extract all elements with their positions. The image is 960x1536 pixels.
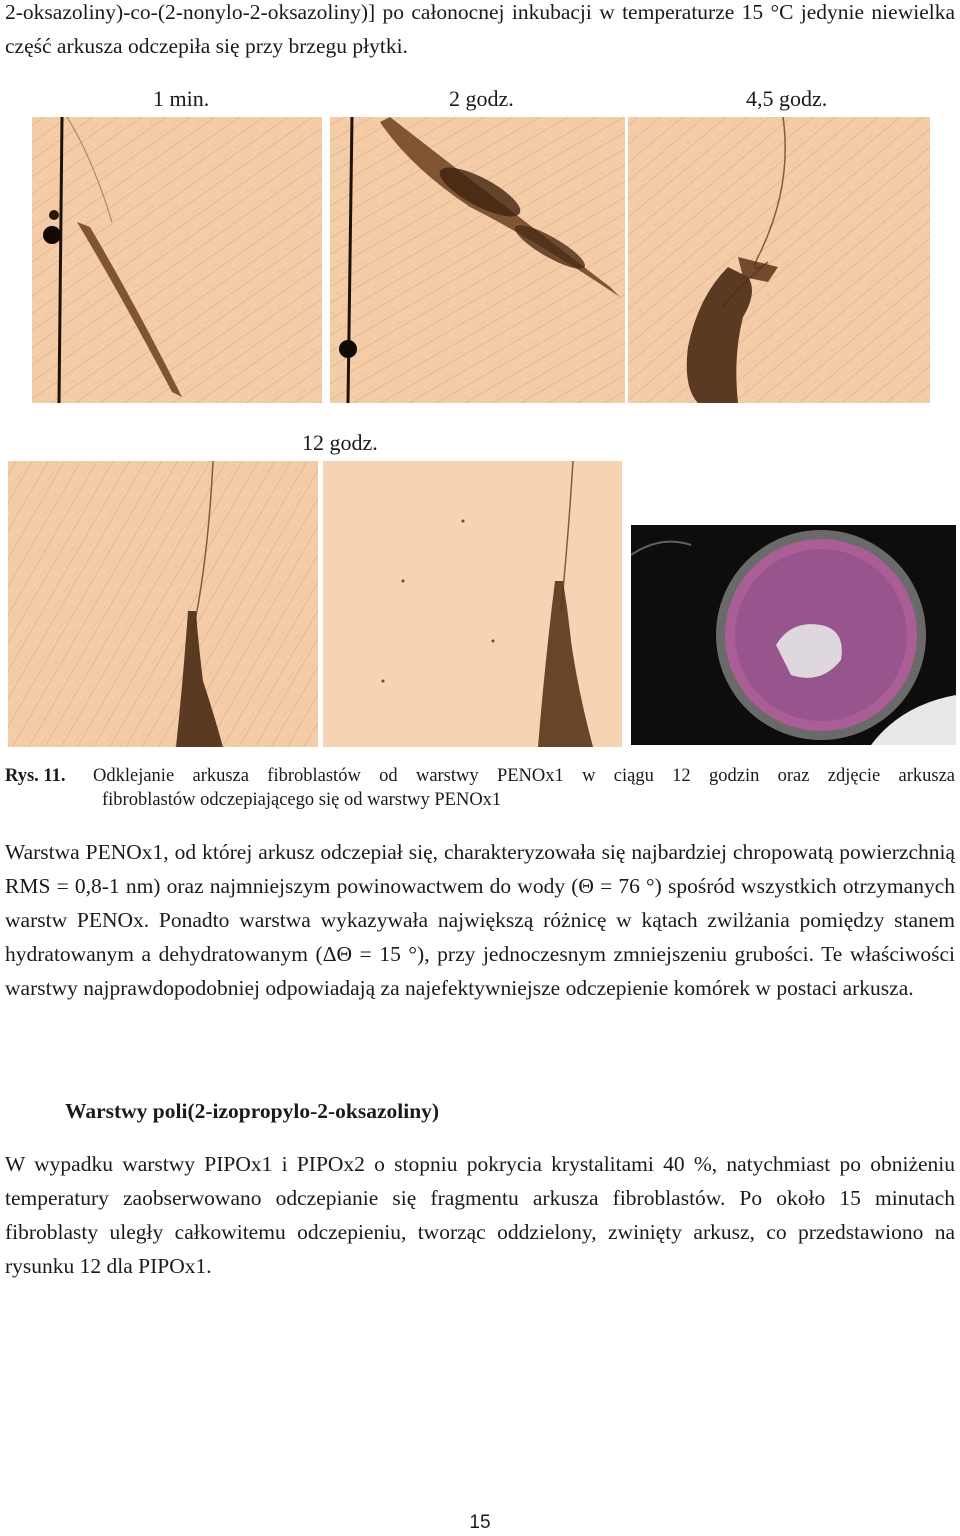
micrograph-12h-a (8, 461, 318, 747)
figure-caption-label: Rys. 11. (5, 766, 66, 786)
paragraph-penox: Warstwa PENOx1, od której arkusz odczepiał się, charakteryzowała się najbardziej chropowatą powierzchnią RMS = 0,8-1 nm) oraz najmniejszym powinowactwem do wody (Θ = 76 °) spośród wszystkich otrzymanych warstw PENOx. Ponadto warstwa wykazywała największą różnicę w kątach zwilżania pomiędzy stanem hydratowanym a dehydratowanym (ΔΘ = 15 °), przy jednoczesnym zmniejszeniu grubości. Te właściwości warstwy najprawdopodobniej odpowiadają za najefektywniejsze odczepienie komórek w postaci arkusza. (5, 840, 955, 1000)
time-label-1min: 1 min. (153, 86, 210, 111)
figure-caption-line2: fibroblastów odczepiającego się od warstwy PENOx1 (102, 790, 502, 810)
time-label-12h: 12 godz. (302, 430, 378, 455)
micrograph-2h (330, 117, 625, 403)
time-label-2h: 2 godz. (449, 86, 514, 111)
figure-caption-line1: Odklejanie arkusza fibroblastów od warstwy PENOx1 w ciągu 12 godzin oraz zdjęcie arkusza (93, 766, 955, 786)
section-heading-pipox: Warstwy poli(2-izopropylo-2-oksazoliny) (65, 1099, 440, 1123)
page-number: 15 (469, 1512, 491, 1533)
micrograph-1min (32, 117, 322, 403)
time-label-4-5h: 4,5 godz. (746, 86, 828, 111)
micrograph-12h-b (323, 461, 622, 747)
top-paragraph: 2-oksazoliny)-co-(2-nonylo-2-oksazoliny)] po całonocnej inkubacji w temperaturze 15 °C jedynie niewielka część arkusza odczepiła się przy brzegu płytki. (5, 0, 955, 58)
photo-petri-dish (631, 525, 956, 745)
micrograph-4-5h (628, 117, 930, 403)
paragraph-pipox: W wypadku warstwy PIPOx1 i PIPOx2 o stopniu pokrycia krystalitami 40 %, natychmiast po obniżeniu temperatury zaobserwowano odczepianie się fragmentu arkusza fibroblastów. Po około 15 minutach fibroblasty uległy całkowitemu odczepieniu, tworząc oddzielony, zwinięty arkusz, co przedstawiono na rysunku 12 dla PIPOx1. (5, 1152, 955, 1278)
